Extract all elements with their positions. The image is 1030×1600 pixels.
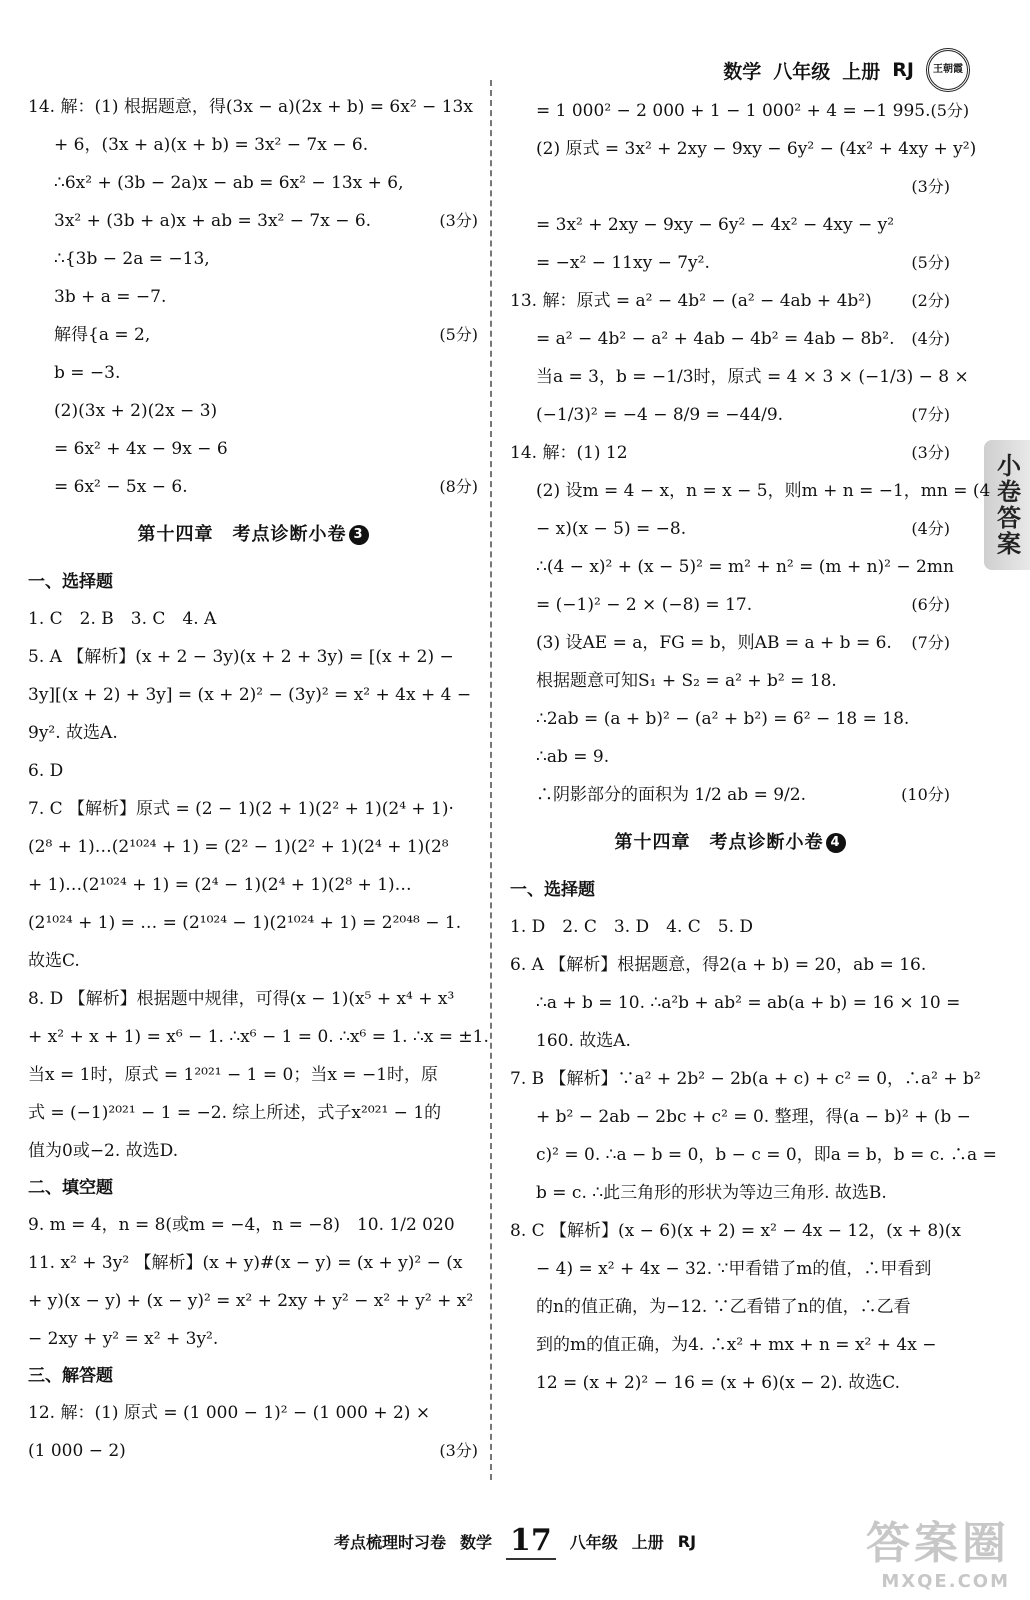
answer-text: 3x² + (3b + a)x + ab = 3x² − 7x − 6. xyxy=(54,211,372,231)
answer-line xyxy=(28,866,478,904)
answer-line xyxy=(510,1060,981,1098)
answer-text: c)² = 0. ∴a − b = 0，b − c = 0，即a = b，b = c. ∴a = xyxy=(536,1145,997,1165)
answer-line xyxy=(510,548,954,586)
answer-line xyxy=(510,1364,950,1402)
answer-text: ∴2ab = (a + b)² − (a² + b²) = 6² − 18 = 18. xyxy=(536,709,910,729)
answer-line xyxy=(510,434,950,472)
score-mark: (3分) xyxy=(439,211,478,230)
answer-text: (−1/3)² = −4 − 8/9 = −44/9. xyxy=(536,405,784,425)
score-mark: (5分) xyxy=(911,253,950,272)
chapter-number-badge: 3 xyxy=(349,525,369,545)
score-mark: (2分) xyxy=(911,291,950,310)
answer-text: ∴a + b = 10. ∴a²b + ab² = ab(a + b) = 16 × 10 = xyxy=(536,993,961,1013)
answer-text: 12 = (x + 2)² − 16 = (x + 6)(x − 2). 故选C. xyxy=(536,1373,901,1393)
answer-line xyxy=(510,1136,997,1174)
answer-text: 解得{a = 2, xyxy=(54,325,151,345)
answer-line xyxy=(28,1320,478,1358)
answer-line xyxy=(28,126,478,164)
answer-line xyxy=(28,164,478,202)
watermark xyxy=(866,1507,1010,1592)
answer-line xyxy=(28,1056,478,1094)
answer-text: 故选C. xyxy=(28,951,80,971)
chapter-heading xyxy=(510,814,950,872)
answer-line xyxy=(510,1174,950,1212)
answer-text: = −x² − 11xy − 7y². xyxy=(536,253,710,273)
answer-text: 6. A 【解析】根据题意，得2(a + b) = 20，ab = 16. xyxy=(510,955,927,975)
answer-text: 7. C 【解析】原式 = (2 − 1)(2 + 1)(2² + 1)(2⁴ + 1)· xyxy=(28,799,454,819)
answer-line xyxy=(510,984,961,1022)
answer-text: 6. D xyxy=(28,761,64,781)
page-header xyxy=(723,52,970,88)
answer-line xyxy=(28,1282,478,1320)
score-mark: (3分) xyxy=(911,443,950,462)
answer-text: 式 = (−1)²⁰²¹ − 1 = −2. 综上所述，式子x²⁰²¹ − 1的 xyxy=(28,1103,442,1123)
score-mark: (5分) xyxy=(439,325,478,344)
answer-line xyxy=(510,510,950,548)
answer-line xyxy=(510,396,950,434)
answer-text: (1 000 − 2) xyxy=(28,1441,126,1461)
answer-text: 12. 解：(1) 原式 = (1 000 − 1)² − (1 000 + 2) × xyxy=(28,1403,431,1423)
answer-text: b = c. ∴此三角形的形状为等边三角形. 故选B. xyxy=(536,1183,887,1203)
answer-line xyxy=(510,472,991,510)
chapter-heading-text: 第十四章 考点诊断小卷 xyxy=(137,524,347,545)
answer-text: 7. B 【解析】∵a² + 2b² − 2b(a + c) + c² = 0，∴a² + b² xyxy=(510,1069,981,1089)
brand-logo-icon: 王朝霞 xyxy=(926,48,970,92)
score-mark: (3分) xyxy=(439,1441,478,1460)
answer-line xyxy=(28,714,478,752)
answer-text: (2¹⁰²⁴ + 1) = … = (2¹⁰²⁴ − 1)(2¹⁰²⁴ + 1) = 2²⁰⁴⁸ − 1. xyxy=(28,913,462,933)
answer-text: ∴(4 − x)² + (x − 5)² = m² + n² = (m + n)² − 2mn xyxy=(536,557,954,577)
answer-line xyxy=(510,1098,971,1136)
answer-text: 3y][(x + 2) + 3y] = (x + 2)² − (3y)² = x² + 4x + 4 − xyxy=(28,685,472,705)
answer-text: ∴{3b − 2a = −13, xyxy=(54,249,210,269)
answer-text: = 1 000² − 2 000 + 1 − 1 000² + 4 = −1 995. xyxy=(536,101,931,121)
footer-edition: RJ xyxy=(677,1532,697,1551)
answer-line xyxy=(510,1250,950,1288)
side-tab-label: 小卷答案 xyxy=(984,440,1030,570)
answer-line xyxy=(28,904,478,942)
header-subject: 数学 xyxy=(723,60,762,83)
answer-text: 8. D 【解析】根据题中规律，可得(x − 1)(x⁵ + x⁴ + x³ xyxy=(28,989,455,1009)
answer-line xyxy=(28,638,478,676)
answer-line xyxy=(510,206,950,244)
answer-line xyxy=(28,942,478,980)
answer-line xyxy=(28,1206,478,1244)
answer-text: − x)(x − 5) = −8. xyxy=(536,519,687,539)
answer-line xyxy=(510,946,950,984)
page-number: 17 xyxy=(506,1523,556,1560)
answer-line xyxy=(510,1022,950,1060)
answer-text: − 4) = x² + 4x − 32. ∵甲看错了m的值，∴甲看到 xyxy=(536,1259,932,1279)
answer-line xyxy=(510,282,950,320)
watermark-url: MXQE.COM xyxy=(881,1571,1010,1592)
answer-text: 14. 解：(1) 12 xyxy=(510,443,628,463)
answer-text: 1. C 2. B 3. C 4. A xyxy=(28,609,217,629)
answer-line xyxy=(510,168,950,206)
answer-line xyxy=(510,738,950,776)
answer-text: (2)(3x + 2)(2x − 3) xyxy=(54,401,218,421)
answer-text: 根据题意可知S₁ + S₂ = a² + b² = 18. xyxy=(536,671,837,691)
answer-line xyxy=(510,1212,962,1250)
watermark-title: 答案圈 xyxy=(866,1518,1010,1569)
footer-volume: 上册 xyxy=(631,1533,664,1552)
answer-text: 9. m = 4，n = 8(或m = −4，n = −8) 10. 1/2 020 xyxy=(28,1215,455,1235)
answer-line xyxy=(28,980,478,1018)
answer-text: = (−1)² − 2 × (−8) = 17. xyxy=(536,595,753,615)
answer-text: (3) 设AE = a，FG = b，则AB = a + b = 6. xyxy=(536,633,892,653)
answer-text: + 6，(3x + a)(x + b) = 3x² − 7x − 6. xyxy=(54,135,369,155)
answer-text: 当x = 1时，原式 = 1²⁰²¹ − 1 = 0；当x = −1时，原 xyxy=(28,1065,439,1085)
answer-line xyxy=(510,624,950,662)
score-mark: (4分) xyxy=(911,329,950,348)
score-mark: (5分) xyxy=(930,101,970,120)
section-title: 一、选择题 xyxy=(510,880,595,900)
answer-line xyxy=(510,1288,950,1326)
section-title: 一、选择题 xyxy=(28,572,113,592)
answer-line xyxy=(28,316,478,354)
answer-text: 5. A 【解析】(x + 2 − 3y)(x + 2 + 3y) = [(x + 2) − xyxy=(28,647,454,667)
answer-text: ∴6x² + (3b − 2a)x − ab = 6x² − 13x + 6, xyxy=(54,173,404,193)
answer-line xyxy=(510,1326,950,1364)
answer-line xyxy=(510,700,950,738)
answer-line xyxy=(28,1244,478,1282)
answer-line xyxy=(510,320,950,358)
answer-line xyxy=(28,676,478,714)
answer-text: = a² − 4b² − a² + 4ab − 4b² = 4ab − 8b². xyxy=(536,329,895,349)
chapter-heading xyxy=(28,506,478,564)
score-mark: (7分) xyxy=(911,405,950,424)
answer-text: 3b + a = −7. xyxy=(54,287,167,307)
answer-line xyxy=(28,790,478,828)
footer-grade: 八年级 xyxy=(569,1533,618,1552)
score-mark: (8分) xyxy=(439,477,478,496)
answer-line xyxy=(510,358,969,396)
chapter-number-badge: 4 xyxy=(826,833,846,853)
answer-text: = 6x² − 5x − 6. xyxy=(54,477,188,497)
score-mark: (3分) xyxy=(911,177,950,196)
answer-text: 8. C 【解析】(x − 6)(x + 2) = x² − 4x − 12，(x + 8)(x xyxy=(510,1221,962,1241)
answer-line xyxy=(510,244,950,282)
answer-text: 14. 解：(1) 根据题意，得(3x − a)(2x + b) = 6x² − 13x xyxy=(28,97,473,117)
answer-text: 值为0或−2. 故选D. xyxy=(28,1141,179,1161)
answer-line xyxy=(28,1018,489,1056)
answer-line xyxy=(28,354,478,392)
answer-line xyxy=(28,828,478,866)
header-volume: 上册 xyxy=(842,60,881,83)
score-mark: (4分) xyxy=(911,519,950,538)
score-mark: (10分) xyxy=(901,785,950,804)
answer-line xyxy=(510,92,970,130)
answer-text: − 2xy + y² = x² + 3y². xyxy=(28,1329,219,1349)
answer-line xyxy=(28,752,478,790)
answer-line xyxy=(28,600,478,638)
answer-text: 9y². 故选A. xyxy=(28,723,118,743)
answer-text: 当a = 3，b = −1/3时，原式 = 4 × 3 × (−1/3) − 8 × xyxy=(536,367,969,387)
section-title: 三、解答题 xyxy=(28,1366,113,1386)
answer-text: + x² + x + 1) = x⁶ − 1. ∴x⁶ − 1 = 0. ∴x⁶ = 1. ∴x = ±1. xyxy=(28,1027,489,1047)
score-mark: (7分) xyxy=(911,633,950,652)
answer-text: b = −3. xyxy=(54,363,121,383)
answer-line xyxy=(28,430,478,468)
chapter-heading-text: 第十四章 考点诊断小卷 xyxy=(614,832,824,853)
answer-text: (2) 设m = 4 − x，n = x − 5，则m + n = −1，mn = (4 xyxy=(536,481,991,501)
answer-line xyxy=(510,586,950,624)
section-title: 二、填空题 xyxy=(28,1178,113,1198)
answer-line xyxy=(28,240,478,278)
answer-line xyxy=(510,908,950,946)
answer-text: 11. x² + 3y² 【解析】(x + y)#(x − y) = (x + y)² − (x xyxy=(28,1253,463,1273)
right-column xyxy=(510,92,997,1402)
answer-text: ∴阴影部分的面积为 1/2 ab = 9/2. xyxy=(536,785,806,805)
answer-text: + y)(x − y) + (x − y)² = x² + 2xy + y² − x² + y² + x² xyxy=(28,1291,474,1311)
answer-line xyxy=(28,1432,478,1470)
answer-text: ∴ab = 9. xyxy=(536,747,610,767)
answer-line xyxy=(510,130,977,168)
header-grade: 八年级 xyxy=(773,60,831,83)
answer-text: = 3x² + 2xy − 9xy − 6y² − 4x² − 4xy − y² xyxy=(536,215,895,235)
answer-line xyxy=(28,88,478,126)
answer-line xyxy=(510,776,950,814)
answer-text: 160. 故选A. xyxy=(536,1031,631,1051)
answer-line xyxy=(28,1394,478,1432)
answer-line xyxy=(28,1094,478,1132)
answer-text: + b² − 2ab − 2bc + c² = 0. 整理，得(a − b)² + (b − xyxy=(536,1107,971,1127)
score-mark: (6分) xyxy=(911,595,950,614)
answer-line xyxy=(28,202,478,240)
answer-line xyxy=(28,468,478,506)
answer-text: 到的m的值正确，为4. ∴x² + mx + n = x² + 4x − xyxy=(536,1335,937,1355)
left-column xyxy=(28,88,489,1470)
answer-text: 13. 解：原式 = a² − 4b² − (a² − 4ab + 4b²) xyxy=(510,291,872,311)
answer-text: = 6x² + 4x − 9x − 6 xyxy=(54,439,228,459)
answer-text: 的n的值正确，为−12. ∵乙看错了n的值，∴乙看 xyxy=(536,1297,911,1317)
answer-text: (2) 原式 = 3x² + 2xy − 9xy − 6y² − (4x² + 4xy + y²) xyxy=(536,139,977,159)
footer-series: 考点梳理时习卷 xyxy=(333,1533,446,1552)
answer-line xyxy=(28,278,478,316)
answer-line xyxy=(28,392,478,430)
answer-line xyxy=(28,1132,478,1170)
answer-line xyxy=(510,662,950,700)
answer-text: 1. D 2. C 3. D 4. C 5. D xyxy=(510,917,754,937)
answer-text: + 1)…(2¹⁰²⁴ + 1) = (2⁴ − 1)(2⁴ + 1)(2⁸ + 1)… xyxy=(28,875,412,895)
header-edition: RJ xyxy=(892,59,914,81)
column-divider xyxy=(490,80,492,1480)
answer-text: (2⁸ + 1)…(2¹⁰²⁴ + 1) = (2² − 1)(2² + 1)(2⁴ + 1)(2⁸ xyxy=(28,837,449,857)
footer-subject: 数学 xyxy=(459,1533,492,1552)
